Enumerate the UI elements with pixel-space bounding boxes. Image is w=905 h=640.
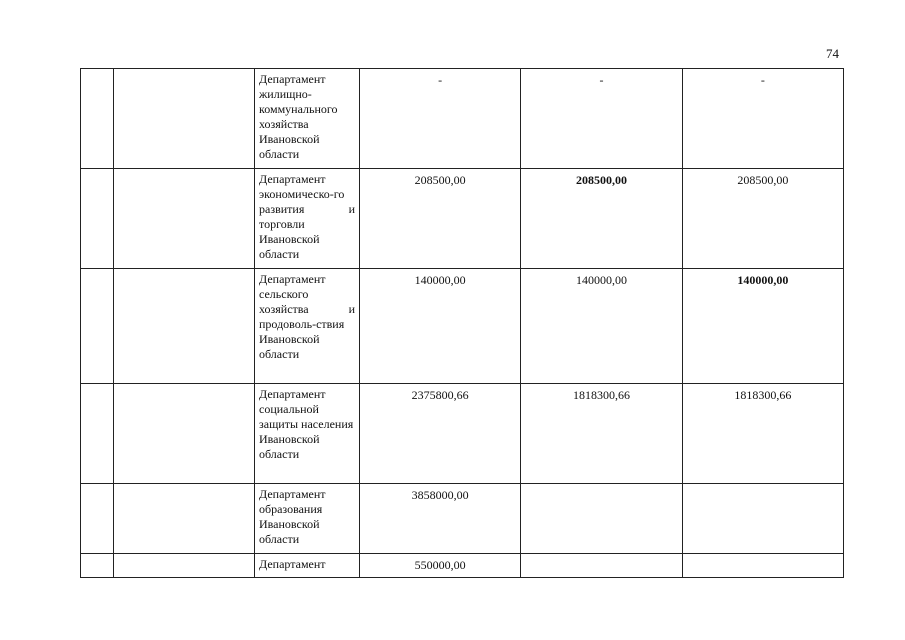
value-cell — [682, 484, 843, 554]
value-cell: 1818300,66 — [521, 384, 682, 484]
department-cell: Департамент жилищно-коммунального хозяйства Ивановской области — [255, 69, 360, 169]
table-row — [81, 554, 844, 578]
value-cell: 3858000,00 — [360, 484, 521, 554]
department-cell: Департамент социальной защиты населения Ивановской области — [255, 384, 360, 484]
value-cell: - — [521, 69, 682, 169]
row-name-cell — [114, 169, 255, 269]
value-cell: 208500,00 — [521, 169, 682, 269]
table-row — [81, 269, 844, 384]
value-cell: 208500,00 — [682, 169, 843, 269]
row-name-cell — [114, 269, 255, 384]
page-number: 74 — [826, 46, 839, 61]
value-cell: 140000,00 — [521, 269, 682, 384]
value-cell: - — [360, 69, 521, 169]
row-number-cell — [81, 554, 114, 578]
row-number-cell — [81, 69, 114, 169]
value-cell: 140000,00 — [682, 269, 843, 384]
row-number-cell — [81, 269, 114, 384]
table-row — [81, 169, 844, 269]
table-row — [81, 69, 844, 169]
department-cell: Департамент — [255, 554, 360, 578]
row-name-cell — [114, 554, 255, 578]
row-name-cell — [114, 69, 255, 169]
row-name-cell — [114, 384, 255, 484]
value-cell — [521, 554, 682, 578]
table-row — [81, 384, 844, 484]
row-number-cell — [81, 384, 114, 484]
value-cell: 2375800,66 — [360, 384, 521, 484]
value-cell — [682, 554, 843, 578]
table-row — [81, 484, 844, 554]
department-cell: Департамент сельского хозяйства и продоволь-ствия Ивановской области — [255, 269, 360, 384]
department-cell: Департамент экономическо-го развития и торговли Ивановской области — [255, 169, 360, 269]
value-cell: - — [682, 69, 843, 169]
value-cell: 1818300,66 — [682, 384, 843, 484]
row-name-cell — [114, 484, 255, 554]
value-cell: 140000,00 — [360, 269, 521, 384]
value-cell — [521, 484, 682, 554]
row-number-cell — [81, 484, 114, 554]
department-cell: Департамент образования Ивановской области — [255, 484, 360, 554]
budget-table — [80, 68, 844, 578]
value-cell: 550000,00 — [360, 554, 521, 578]
row-number-cell — [81, 169, 114, 269]
value-cell: 208500,00 — [360, 169, 521, 269]
